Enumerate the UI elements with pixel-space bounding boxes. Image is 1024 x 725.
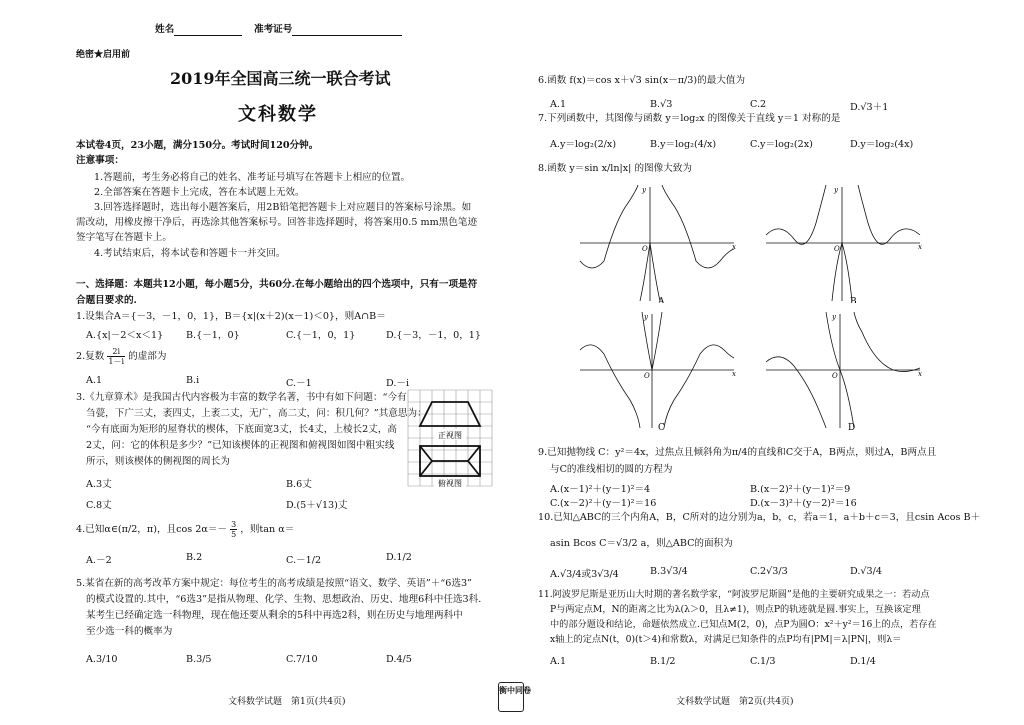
notice-title: 注意事项： [76, 155, 124, 166]
section-1-heading: 一、选择题：本题共12小题，每小题5分，共60分.在每小题给出的四个选项中，只有一项是符 [76, 279, 478, 290]
q4-fraction: $\frac{3}{5}$ [231, 520, 237, 539]
notice-4: 4.考试结束后，将本试卷和答题卡一并交回。 [94, 248, 286, 259]
q6-option-d: D.√3＋1 [850, 102, 889, 113]
q2-option-b: B.i [186, 375, 200, 386]
q9-option-a: A.(x－1)²＋(y－1)²＝4 [550, 484, 651, 495]
q5-line-4: 至少选一科的概率为 [86, 626, 173, 637]
q3-line-2: 刍甍，下广三丈，袤四丈，上袤二丈，无广，高二丈，问：积几何？”其意思为： [86, 408, 427, 419]
svg-text:y: y [644, 313, 648, 321]
q11-line-3: 中的部分题设和结论，命题依然成立.已知点M(2，0)，点P为圆O：x²＋y²＝16上的点，若存在 [550, 619, 937, 630]
q10-line-2: asin Bcos C＝√3/2 a，则△ABC的面积为 [550, 538, 733, 549]
q4-option-b: B.2 [186, 552, 203, 563]
q10-option-d: D.√3/4 [850, 566, 882, 577]
q5-option-d: D.4/5 [386, 654, 412, 665]
q1-option-c: C.{－1，0，1} [286, 330, 356, 341]
graph-c-label: C [658, 423, 665, 430]
notice-3-cont2: 签字笔写在答题卡上。 [76, 232, 172, 243]
q2-option-d: D.－i [386, 378, 410, 389]
q11-option-c: C.1/3 [750, 656, 776, 667]
section-1-heading-cont: 合题目要求的. [76, 295, 137, 306]
notice-2: 2.全部答案在答题卡上完成，答在本试题上无效。 [94, 187, 305, 198]
exam-subtitle: 文科数学 [238, 104, 318, 125]
q10-option-a: A.√3/4或3√3/4 [550, 569, 619, 580]
graph-d-label: D [848, 423, 856, 430]
exam-id-field: 准考证号 [254, 24, 402, 36]
q3-option-d: D.(5＋√13)丈 [286, 500, 348, 511]
q8-graph-b [764, 183, 924, 303]
q6-option-b: B.√3 [650, 99, 673, 110]
notice-3: 3.回答选择题时，选出每小题答案后，用2B铅笔把答题卡上对应题目的答案标号涂黑。如 [94, 202, 472, 213]
svg-text:y: y [832, 313, 836, 321]
q2-option-a: A.1 [86, 375, 103, 386]
q5-option-a: A.3/10 [86, 654, 118, 665]
top-view-label: 俯视图 [438, 479, 462, 488]
q6-option-a: A.1 [550, 99, 567, 110]
q9-option-c: C.(x－2)²＋(y－1)²＝16 [550, 498, 657, 509]
q8-graph-d [764, 310, 924, 430]
q3-line-5: 所示，则该楔体的侧视图的周长为 [86, 456, 230, 467]
q8-graph-c [578, 310, 738, 430]
svg-text:y: y [642, 186, 646, 194]
secret-mark: 绝密★启用前 [76, 50, 131, 60]
q5-option-c: C.7/10 [286, 654, 318, 665]
q5-line-1: 5.某省在新的高考改革方案中规定：每位考生的高考成绩是按照“语文、数学、英语”＋“6选3” [76, 578, 472, 589]
q9-option-d: D.(x－3)²＋(y－2)²＝16 [750, 498, 857, 509]
q9-line-2: 与C的准线相切的圆的方程为 [550, 464, 673, 475]
q8-graph-a [578, 183, 738, 303]
svg-text:x: x [918, 243, 922, 251]
q7-option-b: B.y＝log₂(4/x) [650, 139, 717, 150]
q4-stem: 4.已知α∈(π/2，π)，且cos 2α＝－ $\frac{3}{5}$ ，则tan α＝ [76, 520, 295, 539]
q3-option-b: B.6丈 [286, 479, 312, 490]
footer-right: 文科数学试题 第2页(共4页) [676, 697, 794, 707]
q2-option-c: C.－1 [286, 378, 312, 389]
q10-option-b: B.3√3/4 [650, 566, 688, 577]
q6-stem: 6.函数 f(x)＝cos x＋√3 sin(x－π/3)的最大值为 [538, 75, 746, 86]
q7-option-a: A.y＝log₂(2/x) [550, 139, 617, 150]
q7-option-c: C.y＝log₂(2x) [750, 139, 813, 150]
q4-option-d: D.1/2 [386, 552, 412, 563]
q8-stem: 8.函数 y＝sin x/ln|x| 的图像大致为 [538, 163, 693, 174]
q2-fraction: $\frac{2i}{1-i}$ [108, 347, 125, 366]
q5-line-3: 某考生已经确定选一科物理，现在他还要从剩余的5科中再选2科，则在历史与地理两科中 [86, 610, 463, 621]
q10-option-c: C.2√3/3 [750, 566, 788, 577]
q1-option-d: D.{－3，－1，0，1} [386, 330, 481, 341]
q2-stem: 2.复数 $\frac{2i}{1-i}$ 的虚部为 [76, 347, 167, 366]
name-field: 姓名 [155, 24, 242, 36]
q11-option-a: A.1 [550, 656, 567, 667]
graph-a-label: A [658, 297, 665, 303]
q3-option-c: C.8丈 [86, 500, 112, 511]
svg-text:O: O [644, 372, 650, 380]
q10-line-1: 10.已知△ABC的三个内角A，B，C所对的边分别为a，b，c，若a＝1，a＋b＋c＝3，且csin Acos B＋ [538, 512, 981, 523]
notice-3-cont: 需改动，用橡皮擦干净后，再选涂其他答案标号。回答非选择题时，将答案用0.5 mm黑色笔迹 [76, 217, 478, 228]
q1-option-b: B.{－1，0} [186, 330, 240, 341]
q3-line-3: “今有底面为矩形的屋脊状的楔体，下底面宽3丈，长4丈，上棱长2丈，高 [86, 424, 398, 435]
q11-option-d: D.1/4 [850, 656, 876, 667]
q4-option-c: C.－1/2 [286, 555, 322, 566]
exam-title: 2019年全国高三统一联合考试 [170, 69, 391, 88]
svg-text:x: x [918, 370, 922, 378]
q5-line-2: 的模式设置的.其中，“6选3”是指从物理、化学、生物、思想政治、历史、地理6科中任选3科. [86, 594, 482, 605]
q11-line-2: P与两定点M，N的距离之比为λ(λ＞0，且λ≠1)，则点P的轨迹就是圆.事实上，互换该定理 [550, 604, 921, 615]
notice-1: 1.答题前，考生务必将自己的姓名、准考证号填写在答题卡上相应的位置。 [94, 172, 411, 183]
exam-intro: 本试卷4页，23小题，满分150分。考试时间120分钟。 [76, 140, 319, 151]
svg-text:x: x [732, 243, 736, 251]
svg-text:O: O [832, 372, 838, 380]
svg-text:O: O [834, 245, 840, 253]
q1-stem: 1.设集合A＝{－3，－1，0，1}，B＝{x|(x＋2)(x－1)＜0}，则A∩B＝ [76, 311, 386, 322]
svg-text:y: y [834, 186, 838, 194]
svg-text:x: x [732, 370, 736, 378]
front-view-label: 正视图 [438, 431, 462, 440]
q11-line-1: 11.阿波罗尼斯是亚历山大时期的著名数学家，“阿波罗尼斯圆”是他的主要研究成果之一：若动点 [538, 589, 930, 600]
q7-option-d: D.y＝log₂(4x) [850, 139, 914, 150]
q3-line-1: 3.《九章算术》是我国古代内容极为丰富的数学名著，书中有如下问题：“今有 [76, 392, 407, 403]
q3-option-a: A.3丈 [86, 479, 112, 490]
q11-option-b: B.1/2 [650, 656, 676, 667]
q9-line-1: 9.已知抛物线 C：y²＝4x，过焦点且倾斜角为π/4的直线和C交于A，B两点，则过A，B两点且 [538, 447, 937, 458]
q3-three-view-figure [406, 388, 496, 496]
q7-stem: 7.下列函数中，其图像与函数 y＝log₂x 的图像关于直线 y＝1 对称的是 [538, 113, 841, 124]
graph-b-label: B [850, 297, 857, 303]
right-page [512, 0, 1024, 725]
q3-line-4: 2丈，问：它的体积是多少？”已知该楔体的正视图和俯视图如图中粗实线 [86, 440, 395, 451]
q6-option-c: C.2 [750, 99, 767, 110]
footer-left: 文科数学试题 第1页(共4页) [228, 697, 346, 707]
q1-option-a: A.{x|－2＜x＜1} [86, 330, 164, 341]
q5-option-b: B.3/5 [186, 654, 212, 665]
svg-text:O: O [642, 245, 648, 253]
q4-option-a: A.－2 [86, 555, 112, 566]
q11-line-4: x轴上的定点N(t，0)(t＞4)和常数λ，对满足已知条件的点P均有|PM|＝λ|PN|，则λ＝ [550, 634, 902, 645]
q9-option-b: B.(x－2)²＋(y－1)²＝9 [750, 484, 851, 495]
logo-text: 衡中同卷 [499, 685, 531, 695]
